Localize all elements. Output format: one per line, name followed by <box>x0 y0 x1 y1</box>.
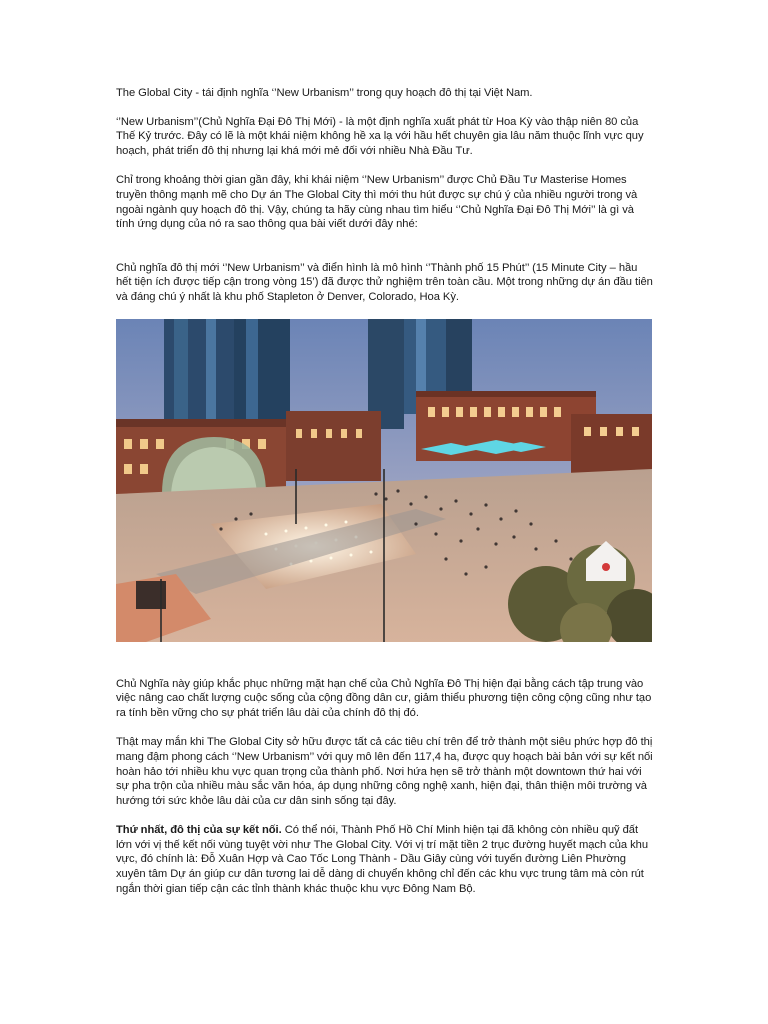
paragraph-masterise-intro: Chỉ trong khoảng thời gian gần đây, khi khái niệm ‘’New Urbanism’’ được Chủ Đầu Tư Masterise Homes truyền thông mạnh mẽ cho Dự án The Global City thì mới thu hút được sự chú ý của nhiều người trong và ngoài ngành quy hoạch đô thị. Vậy, chúng ta hãy cùng nhau tìm hiểu ‘’Chủ Nghĩa Đại Đô Thị Mới’’ là gì và tính ứng dụng của nó ra sao thông qua bài viết dưới đây nhé: <box>116 174 638 231</box>
paragraph-15-minute-city: Chủ nghĩa đô thị mới ‘’New Urbanism’’ và điển hình là mô hình ‘’Thành phố 15 Phút’’ (15 Minute City – hầu hết tiện ích được tiếp cận trong vòng 15’) đã được thử nghiệm trên toàn cầu. Một trong những dự án đầu tiên và đáng chú ý nhất là khu phố Stapleton ở Denver, Colorado, Hoa Kỳ. <box>116 261 653 303</box>
paragraph-global-city: Thật may mắn khi The Global City sở hữu được tất cả các tiêu chí trên để trở thành một siêu phức hợp đô thị mang đậm phong cách ‘’New Urbanism’’ với quy mô lên đến 117,4 ha, được quy hoạch bài bản với sự kết nối hoàn hảo tới nhiều khu vực quan trọng của thành phố. Nơi hứa hẹn sẽ trở thành một downtown thứ hai với sự pha trộn của nhiều màu sắc văn hóa, áp dụng những công nghệ xanh, hiện đại, thân thiện môi trường và hướng tới sức khỏe lâu dài của cư dân sinh sống tại đây. <box>116 736 653 807</box>
paragraph-connectivity <box>116 823 654 896</box>
plaza-photo <box>116 319 652 642</box>
paragraph-connectivity-body: Có thể nói, Thành Phố Hồ Chí Minh hiện tại đã không còn nhiều quỹ đất lớn với vị thế kết nối vùng tuyệt vời như The Global City. Với vị trí mặt tiền 2 trục đường huyết mạch của khu vực, đó chính là: Đỗ Xuân Hợp và Cao Tốc Long Thành - Dầu Giây cùng với tuyến đường Liên Phường xuyên tâm Dự án giúp cư dân tương lai dễ dàng di chuyển không chỉ đến các khu vực trung tâm mà còn rút ngắn thời gian tiếp cận các tỉnh thành khác thuộc khu vực Đông Nam Bộ. <box>116 824 649 895</box>
paragraph-connectivity-heading: Thứ nhất, đô thị của sự kết nối. <box>116 824 282 837</box>
paragraph-new-urbanism-definition: ‘’New Urbanism’’(Chủ Nghĩa Đại Đô Thị Mới) - là một định nghĩa xuất phát từ Hoa Kỳ vào thập niên 80 của Thế Kỷ trước. Đây có lẽ là một khái niệm không hề xa lạ với hầu hết chuyên gia lâu năm thuộc lĩnh vực quy hoạch, phát triển đô thị nhưng lại khá mới mẻ đối với nhiều Nhà Đầu Tư. <box>116 115 644 157</box>
plaza-photo-illustration <box>116 319 652 642</box>
paragraph-benefits: Chủ Nghĩa này giúp khắc phục những mặt hạn chế của Chủ Nghĩa Đô Thị hiện đại bằng cách tập trung vào việc nâng cao chất lượng cuộc sống của cộng đồng dân cư, giảm thiểu phương tiện công cộng cũng như tạo ra tính bền vững cho sự phát triển lâu dài của chính đô thị đó. <box>116 677 652 719</box>
document-title: The Global City - tái định nghĩa ‘’New Urbanism’’ trong quy hoạch đô thị tại Việt Nam. <box>116 87 533 99</box>
document-body <box>116 86 654 896</box>
